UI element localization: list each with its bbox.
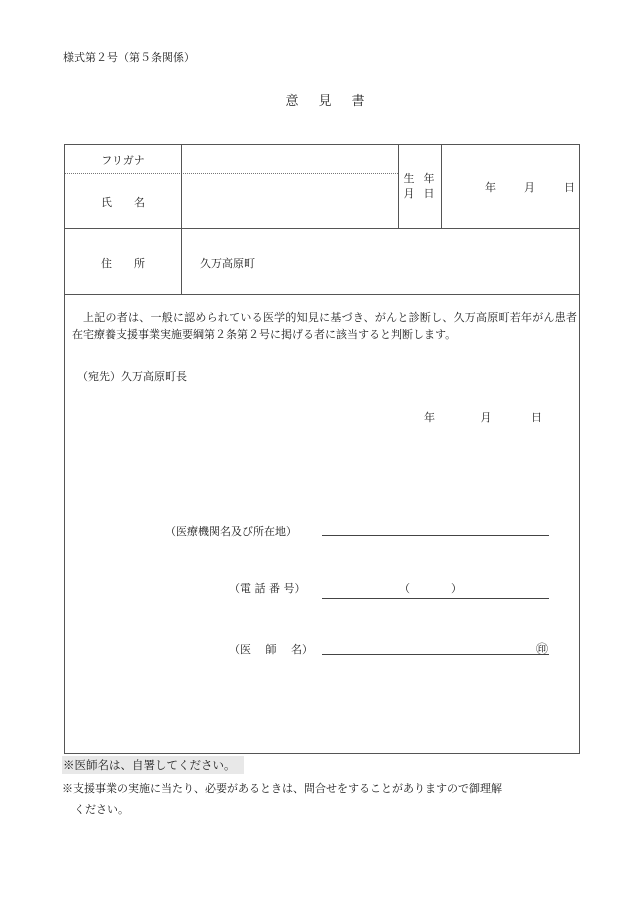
label-column-divider: [181, 145, 182, 228]
birth-day: 日: [564, 181, 575, 194]
opinion-form-table: [64, 144, 580, 754]
birth-month: 月: [524, 181, 535, 194]
row-divider-2: [65, 294, 579, 295]
address-label: 住 所: [101, 257, 145, 270]
institution-field[interactable]: [322, 535, 549, 536]
address-column-divider: [181, 228, 182, 294]
phone-paren-open: （: [399, 582, 410, 595]
birth-value-divider: [441, 145, 442, 228]
issue-date-month: 月: [480, 411, 492, 424]
document-title: 意見書: [285, 94, 385, 109]
statement-text: 上記の者は、一般に認められている医学的知見に基づき、がんと診断し、久万高原町若年がん患者在宅療養支援事業実施要綱第２条第２号に掲げる者に該当すると判断します。: [72, 311, 577, 341]
row-divider-1: [65, 228, 579, 229]
furigana-divider: [65, 173, 398, 174]
addressee: （宛先）久万高原町長: [77, 370, 187, 383]
note-inquiry: [62, 778, 582, 820]
phone-paren-close: ）: [451, 582, 462, 595]
issue-date: [424, 409, 542, 425]
issue-date-day: 日: [531, 411, 542, 424]
note-inquiry-line1: ※支援事業の実施に当たり、必要があるときは、問合せをすることがありますので御理解: [62, 782, 502, 795]
institution-label: （医療機関名及び所在地）: [165, 525, 297, 538]
form-number: 様式第２号（第５条関係）: [63, 51, 195, 64]
furigana-label: フリガナ: [101, 154, 145, 167]
seal-mark-icon: ㊞: [536, 642, 549, 656]
note-inquiry-line2: ください。: [74, 803, 129, 816]
note-self-signature: ※医師名は、自署してください。: [62, 756, 244, 774]
phone-label: （電 話 番 号）: [229, 582, 306, 595]
name-label: 氏 名: [101, 196, 145, 209]
phone-field[interactable]: [322, 598, 549, 599]
birth-column-divider: [398, 145, 399, 228]
birth-label-left: 生 月: [403, 172, 415, 200]
address-value: 久万高原町: [200, 257, 255, 270]
doctor-label: （医 師 名）: [229, 643, 313, 656]
doctor-signature-field[interactable]: [322, 654, 549, 655]
name-field[interactable]: [183, 177, 395, 225]
birth-year: 年: [485, 181, 496, 194]
issue-date-year: 年: [424, 411, 435, 424]
furigana-field[interactable]: [183, 151, 395, 171]
birth-label-right: 年 日: [423, 172, 435, 200]
